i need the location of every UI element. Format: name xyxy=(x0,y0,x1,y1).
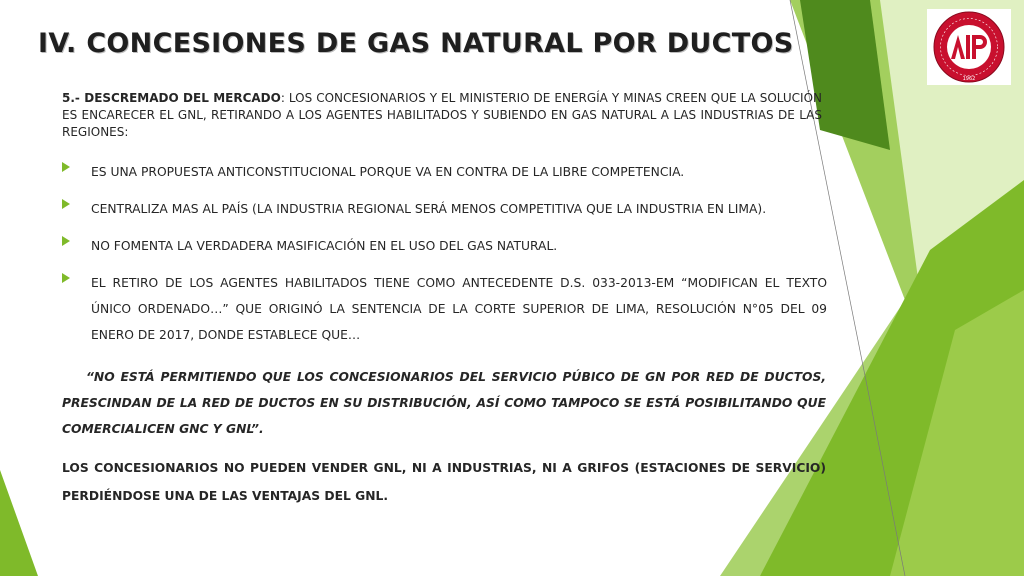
intro-label: 5.- DESCREMADO DEL MERCADO xyxy=(62,91,281,105)
bullet-text: ES UNA PROPUESTA ANTICONSTITUCIONAL PORQUE VA EN CONTRA DE LA LIBRE COMPETENCIA. xyxy=(91,165,685,179)
intro-paragraph xyxy=(62,90,822,141)
bullet-arrow-icon xyxy=(62,199,70,209)
slide-title: IV. CONCESIONES DE GAS NATURAL POR DUCTOS xyxy=(38,28,794,59)
bullet-item xyxy=(62,159,827,185)
bullet-text: CENTRALIZA MAS AL PAÍS (LA INDUSTRIA REGIONAL SERÁ MENOS COMPETITIVA QUE LA INDUSTRIA EN LIMA). xyxy=(91,202,767,216)
bullet-item xyxy=(62,270,827,348)
bullet-arrow-icon xyxy=(62,162,70,172)
left-green-triangle xyxy=(0,470,38,576)
cip-logo xyxy=(927,9,1011,85)
closing-paragraph: LOS CONCESIONARIOS NO PUEDEN VENDER GNL, NI A INDUSTRIAS, NI A GRIFOS (ESTACIONES DE SERVICIO) PERDIÉNDOSE UNA DE LAS VENTAJAS DEL GNL. xyxy=(62,461,826,503)
bullet-item xyxy=(62,196,827,222)
bullet-arrow-icon xyxy=(62,273,70,283)
cip-seal-icon xyxy=(927,9,1011,85)
bullet-arrow-icon xyxy=(62,236,70,246)
logo-year: 1962 xyxy=(962,76,976,82)
bullet-item xyxy=(62,233,827,259)
bullet-text: NO FOMENTA LA VERDADERA MASIFICACIÓN EN EL USO DEL GAS NATURAL. xyxy=(91,239,558,253)
quote-text: “NO ESTÁ PERMITIENDO QUE LOS CONCESIONARIOS DEL SERVICIO PÚBICO DE GN POR RED DE DUCTOS, PRESCINDAN DE LA RED DE DUCTOS EN SU DISTRIBUCIÓN, ASÍ COMO TAMPOCO SE ESTÁ POSIBILITANDO QUE COMERCIALICEN GNC Y GNL”. xyxy=(62,370,826,436)
intro-text: : LOS CONCESIONARIOS Y EL MINISTERIO DE ENERGÍA Y MINAS CREEN QUE LA SOLUCIÓN ES ENCARECER EL GNL, RETIRANDO A LOS AGENTES HABILITADOS Y SUBIENDO EN GAS NATURAL A LAS INDUSTRIAS DE LAS REGIONES: xyxy=(62,91,823,139)
quote-paragraph xyxy=(62,364,826,442)
bullet-text: EL RETIRO DE LOS AGENTES HABILITADOS TIENE COMO ANTECEDENTE D.S. 033-2013-EM “MODIFICAN EL TEXTO ÚNICO ORDENADO…” QUE ORIGINÓ LA SENTENCIA DE LA CORTE SUPERIOR DE LIMA, RESOLUCIÓN N°05 DEL 09 ENERO DE 2017, DONDE ESTABLECE QUE… xyxy=(91,276,827,342)
